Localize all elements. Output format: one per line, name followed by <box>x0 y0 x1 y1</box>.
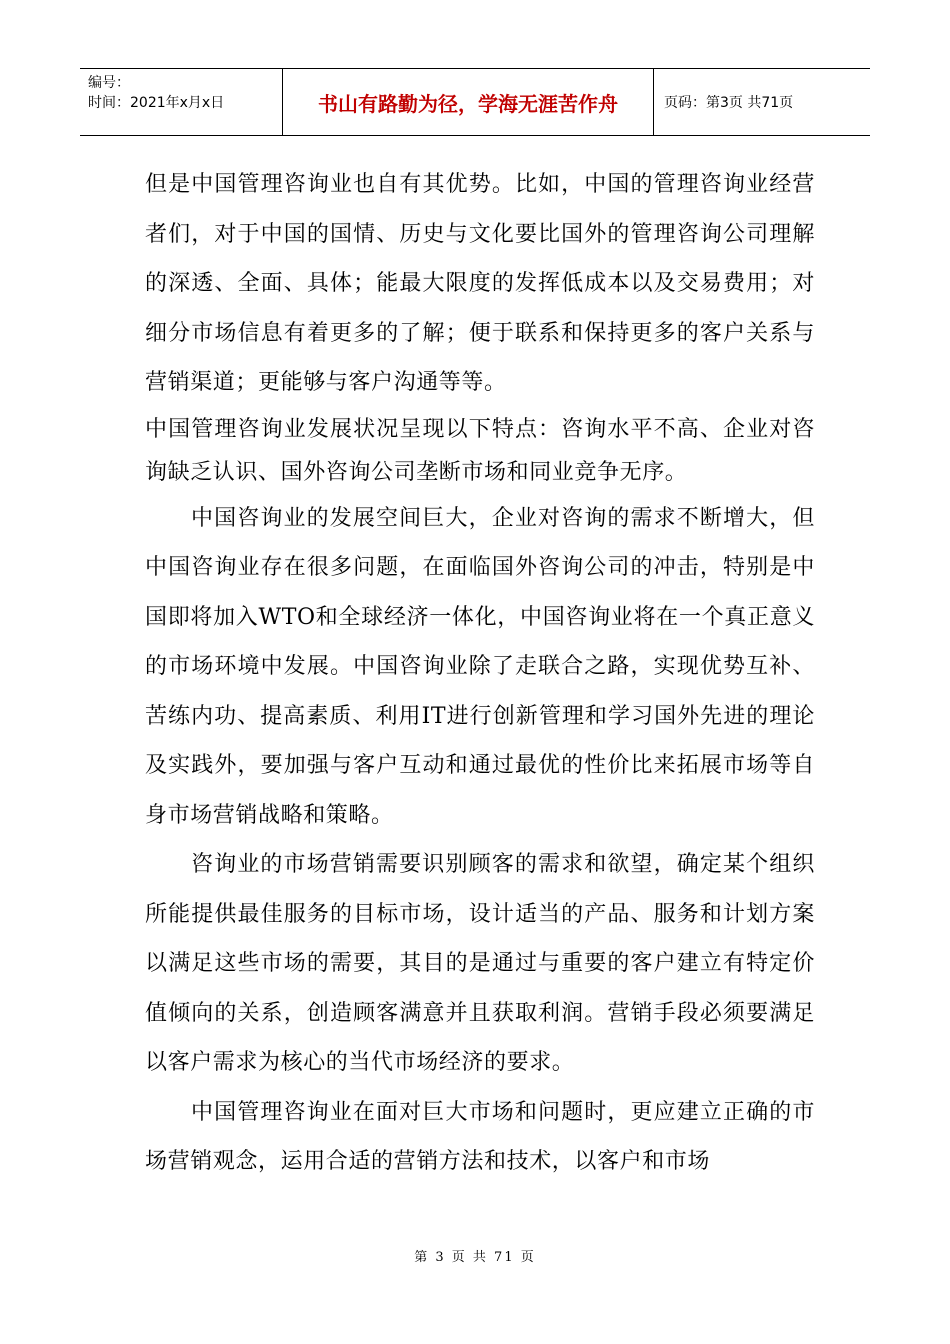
paragraph-1: 但是中国管理咨询业也自有其优势。比如，中国的管理咨询业经营者们，对于中国的国情、历史与文化要比国外的管理咨询公司理解的深透、全面、具体；能最大限度的发挥低成本以及交易费用；对细分市场信息有着更多的了解；便于联系和保持更多的客户关系与营销渠道；更能够与客户沟通等等。 <box>145 172 815 395</box>
paragraph-2: 中国管理咨询业发展状况呈现以下特点：咨询水平不高、企业对咨询缺乏认识、国外咨询公司垄断市场和同业竞争无序。 <box>145 416 815 485</box>
header-page-info: 页码：第3页 共71页 <box>664 95 794 111</box>
document-time-label: 时间：2021年x月x日 <box>88 95 225 111</box>
document-number-label: 编号： <box>88 75 130 91</box>
paragraph-4: 咨询业的市场营销需要识别顾客的需求和欲望，确定某个组织所能提供最佳服务的目标市场，设计适当的产品、服务和计划方案以满足这些市场的需要，其目的是通过与重要的客户建立有特定价值倾向的关系，创造顾客满意并且获取利润。营销手段必须要满足以客户需求为核心的当代市场经济的要求。 <box>145 852 815 1075</box>
header-motto: 书山有路勤为径，学海无涯苦作舟 <box>283 69 654 135</box>
paragraph-3: 中国咨询业的发展空间巨大，企业对咨询的需求不断增大，但中国咨询业存在很多问题，在面临国外咨询公司的冲击，特别是中国即将加入WTO和全球经济一体化，中国咨询业将在一个真正意义的市场环境中发展。中国咨询业除了走联合之路，实现优势互补、苦练内功、提高素质、利用IT进行创新管理和学习国外先进的理论及实践外，要加强与客户互动和通过最优的性价比来拓展市场等自身市场营销战略和策略。 <box>145 505 815 828</box>
document-body <box>145 160 815 1187</box>
header-table <box>80 68 870 136</box>
paragraph-5: 中国管理咨询业在面对巨大市场和问题时，更应建立正确的市场营销观念，运用合适的营销方法和技术，以客户和市场 <box>145 1099 815 1174</box>
header-meta-cell <box>80 69 283 135</box>
page-footer: 第 3 页 共 71 页 <box>414 1250 536 1265</box>
